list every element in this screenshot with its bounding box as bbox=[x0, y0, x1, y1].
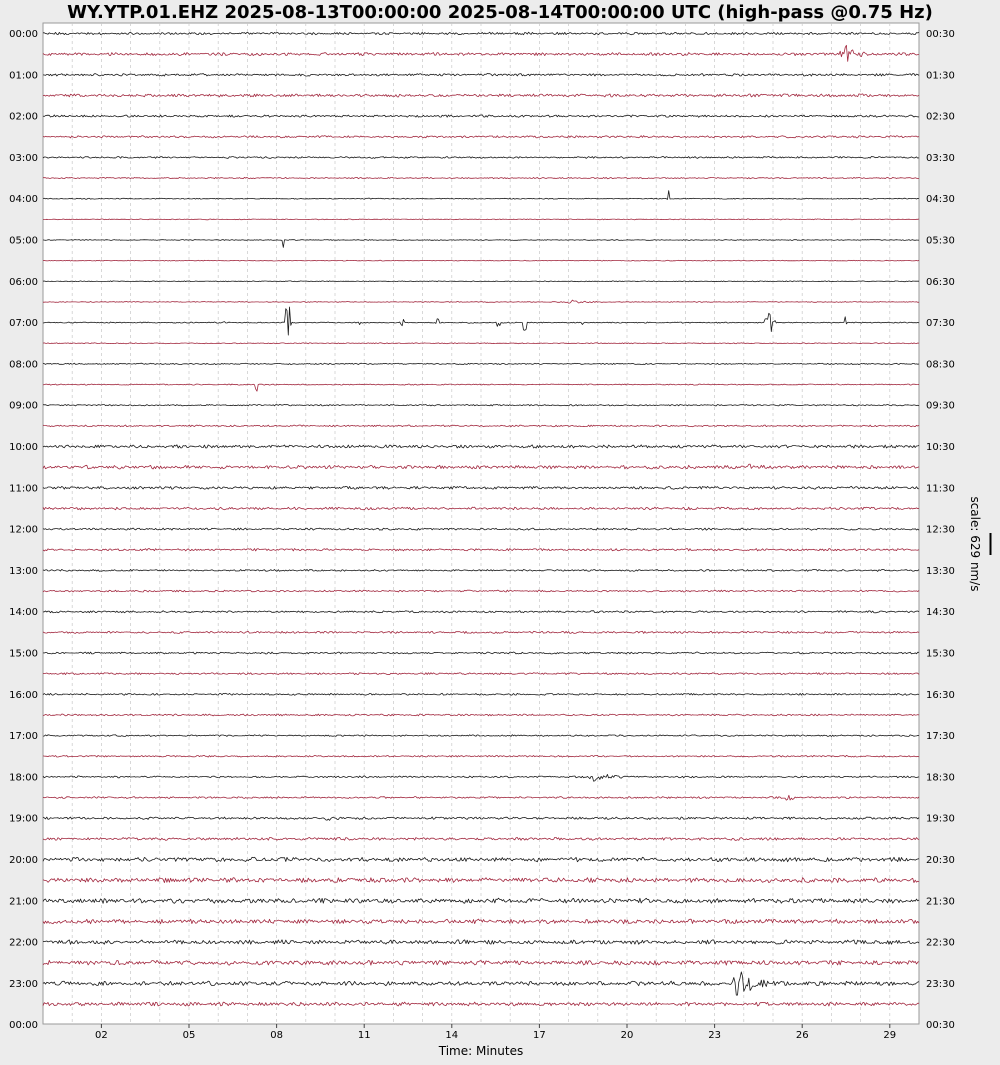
x-axis-label: Time: Minutes bbox=[438, 1044, 524, 1058]
right-time-labels bbox=[926, 29, 955, 1031]
left-time-label: 16:00 bbox=[9, 689, 38, 701]
left-time-label: 06:00 bbox=[9, 276, 38, 288]
x-tick-label: 17 bbox=[533, 1030, 546, 1041]
right-time-label: 05:30 bbox=[926, 235, 955, 247]
x-tick-label: 20 bbox=[620, 1030, 634, 1041]
left-time-labels bbox=[9, 29, 38, 1031]
left-time-label: 18:00 bbox=[9, 772, 38, 784]
x-axis-ticks bbox=[95, 1024, 896, 1041]
left-time-label: 11:00 bbox=[9, 483, 38, 495]
right-time-label: 03:30 bbox=[926, 152, 955, 164]
x-tick-label: 26 bbox=[795, 1030, 809, 1041]
right-time-label: 17:30 bbox=[926, 731, 955, 743]
left-time-label: 07:00 bbox=[9, 318, 38, 330]
left-time-label: 02:00 bbox=[9, 111, 38, 123]
x-tick-label: 08 bbox=[270, 1030, 283, 1041]
right-time-label: 01:30 bbox=[926, 70, 955, 82]
right-time-label: 14:30 bbox=[926, 607, 955, 619]
left-time-label: 10:00 bbox=[9, 442, 38, 453]
left-time-label: 05:00 bbox=[9, 235, 38, 247]
left-time-label: 08:00 bbox=[9, 359, 38, 371]
left-time-label: 00:00 bbox=[9, 1020, 38, 1032]
x-tick-label: 23 bbox=[708, 1030, 721, 1041]
trace-row-11 bbox=[43, 260, 919, 261]
right-time-label: 06:30 bbox=[926, 276, 955, 288]
left-time-label: 22:00 bbox=[9, 937, 38, 949]
right-time-label: 23:30 bbox=[926, 978, 955, 990]
right-time-label: 12:30 bbox=[926, 524, 955, 536]
x-tick-label: 11 bbox=[357, 1030, 371, 1041]
left-time-label: 23:00 bbox=[9, 978, 38, 990]
right-time-label: 20:30 bbox=[926, 855, 955, 866]
right-time-label: 04:30 bbox=[926, 194, 955, 206]
chart-title: WY.YTP.01.EHZ 2025-08-13T00:00:00 2025-08-14T00:00:00 UTC (high-pass @0.75 Hz) bbox=[67, 2, 933, 23]
right-time-label: 10:30 bbox=[926, 442, 955, 453]
left-time-label: 01:00 bbox=[9, 70, 38, 82]
x-tick-label: 02 bbox=[95, 1030, 108, 1041]
right-time-label: 07:30 bbox=[926, 318, 955, 330]
left-time-label: 00:00 bbox=[9, 29, 38, 40]
left-time-label: 17:00 bbox=[9, 731, 38, 743]
right-time-label: 19:30 bbox=[926, 813, 955, 825]
right-time-label: 15:30 bbox=[926, 648, 955, 660]
right-time-label: 18:30 bbox=[926, 772, 955, 784]
left-time-label: 15:00 bbox=[9, 648, 38, 660]
left-time-label: 13:00 bbox=[9, 565, 38, 577]
left-time-label: 12:00 bbox=[9, 524, 38, 536]
left-time-label: 09:00 bbox=[9, 400, 38, 412]
right-time-label: 09:30 bbox=[926, 400, 955, 412]
right-time-label: 11:30 bbox=[926, 483, 955, 495]
right-time-label: 22:30 bbox=[926, 937, 955, 949]
x-tick-label: 14 bbox=[445, 1030, 459, 1041]
right-time-label: 02:30 bbox=[926, 111, 955, 123]
scale-label: scale: 629 nm/s bbox=[968, 496, 982, 592]
x-tick-label: 05 bbox=[182, 1030, 196, 1041]
right-time-label: 00:30 bbox=[926, 29, 955, 40]
right-time-label: 08:30 bbox=[926, 359, 955, 371]
right-time-label: 21:30 bbox=[926, 896, 955, 908]
left-time-label: 03:00 bbox=[9, 152, 38, 164]
amplitude-scale bbox=[968, 496, 991, 591]
left-time-label: 14:00 bbox=[9, 607, 38, 619]
right-time-label: 00:30 bbox=[926, 1020, 955, 1032]
left-time-label: 20:00 bbox=[9, 855, 38, 866]
left-time-label: 04:00 bbox=[9, 194, 38, 206]
left-time-label: 21:00 bbox=[9, 896, 38, 908]
right-time-label: 13:30 bbox=[926, 565, 955, 577]
x-tick-label: 29 bbox=[883, 1030, 897, 1041]
right-time-label: 16:30 bbox=[926, 689, 955, 701]
left-time-label: 19:00 bbox=[9, 813, 38, 825]
